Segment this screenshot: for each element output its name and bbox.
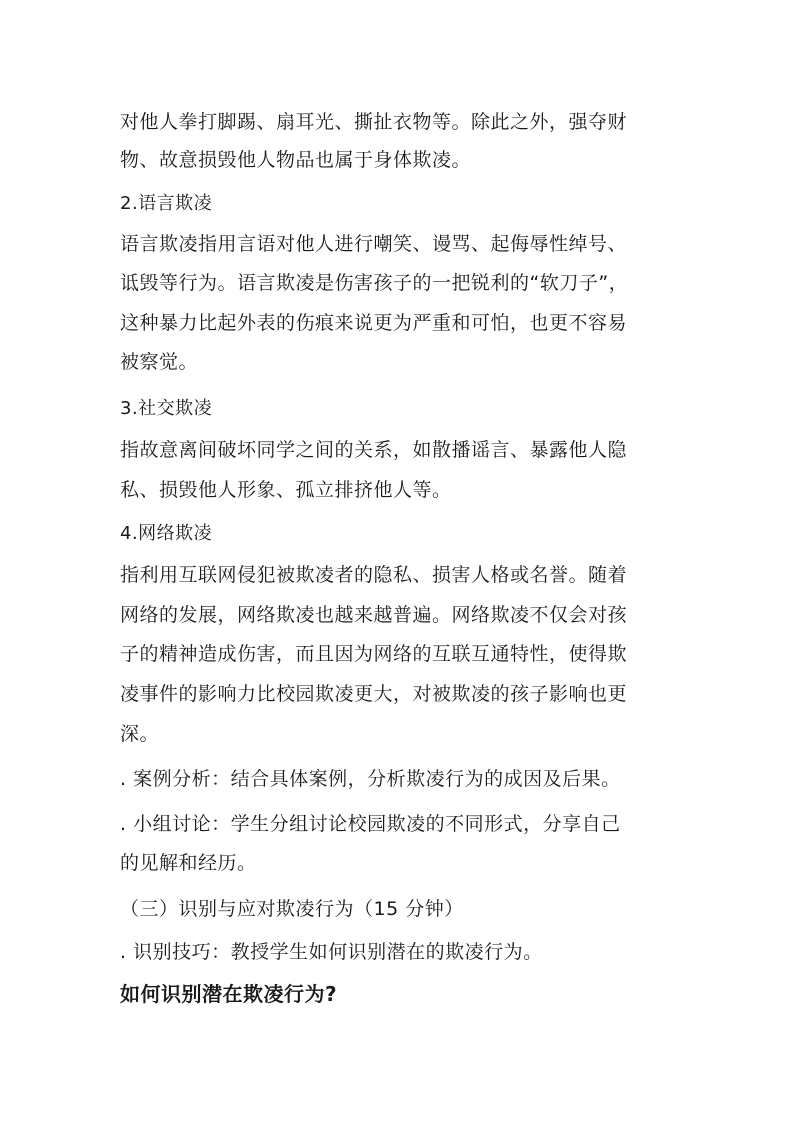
paragraph-line: 指故意离间破坏同学之间的关系，如散播谣言、暴露他人隐 [120, 439, 628, 461]
paragraph-line: 的见解和经历。 [120, 852, 257, 874]
paragraph-line: 物、故意损毁他人物品也属于身体欺凌。 [120, 149, 472, 171]
paragraph-line: 私、损毁他人形象、孤立排挤他人等。 [120, 479, 452, 501]
section-heading-social-bullying: 3.社交欺凌 [120, 398, 213, 419]
paragraph-line: 这种暴力比起外表的伤痕来说更为严重和可怕，也更不容易 [120, 312, 628, 334]
list-item-case-analysis: . 案例分析：结合具体案例，分析欺凌行为的成因及后果。 [120, 768, 621, 790]
paragraph-line: 凌事件的影响力比校园欺凌更大，对被欺凌的孩子影响也更 [120, 683, 628, 705]
paragraph-line: 深。 [120, 723, 160, 745]
paragraph-line: 语言欺凌指用言语对他人进行嘲笑、谩骂、起侮辱性绰号、 [120, 233, 628, 255]
section-heading-identify-respond: （三）识别与应对欺凌行为（15 分钟） [120, 898, 464, 920]
section-heading-verbal-bullying: 2.语言欺凌 [120, 193, 213, 214]
paragraph-line: 诋毁等行为。语言欺凌是伤害孩子的一把锐利的“软刀子”， [120, 272, 629, 294]
bold-heading-identify-bullying: 如何识别潜在欺凌行为? [120, 982, 338, 1006]
paragraph-line: 子的精神造成伤害，而且因为网络的互联互通特性，使得欺 [120, 643, 628, 665]
paragraph-line: 网络的发展，网络欺凌也越来越普遍。网络欺凌不仅会对孩 [120, 604, 628, 626]
list-item-group-discussion: . 小组讨论：学生分组讨论校园欺凌的不同形式，分享自己 [120, 813, 621, 835]
section-heading-cyber-bullying: 4.网络欺凌 [120, 523, 213, 544]
paragraph-line: 被察觉。 [120, 351, 199, 373]
paragraph-line: 对他人拳打脚踢、扇耳光、撕扯衣物等。除此之外，强夺财 [120, 111, 628, 133]
list-item-identification-skills: . 识别技巧：教授学生如何识别潜在的欺凌行为。 [120, 941, 543, 963]
paragraph-line: 指利用互联网侵犯被欺凌者的隐私、损害人格或名誉。随着 [120, 564, 628, 586]
